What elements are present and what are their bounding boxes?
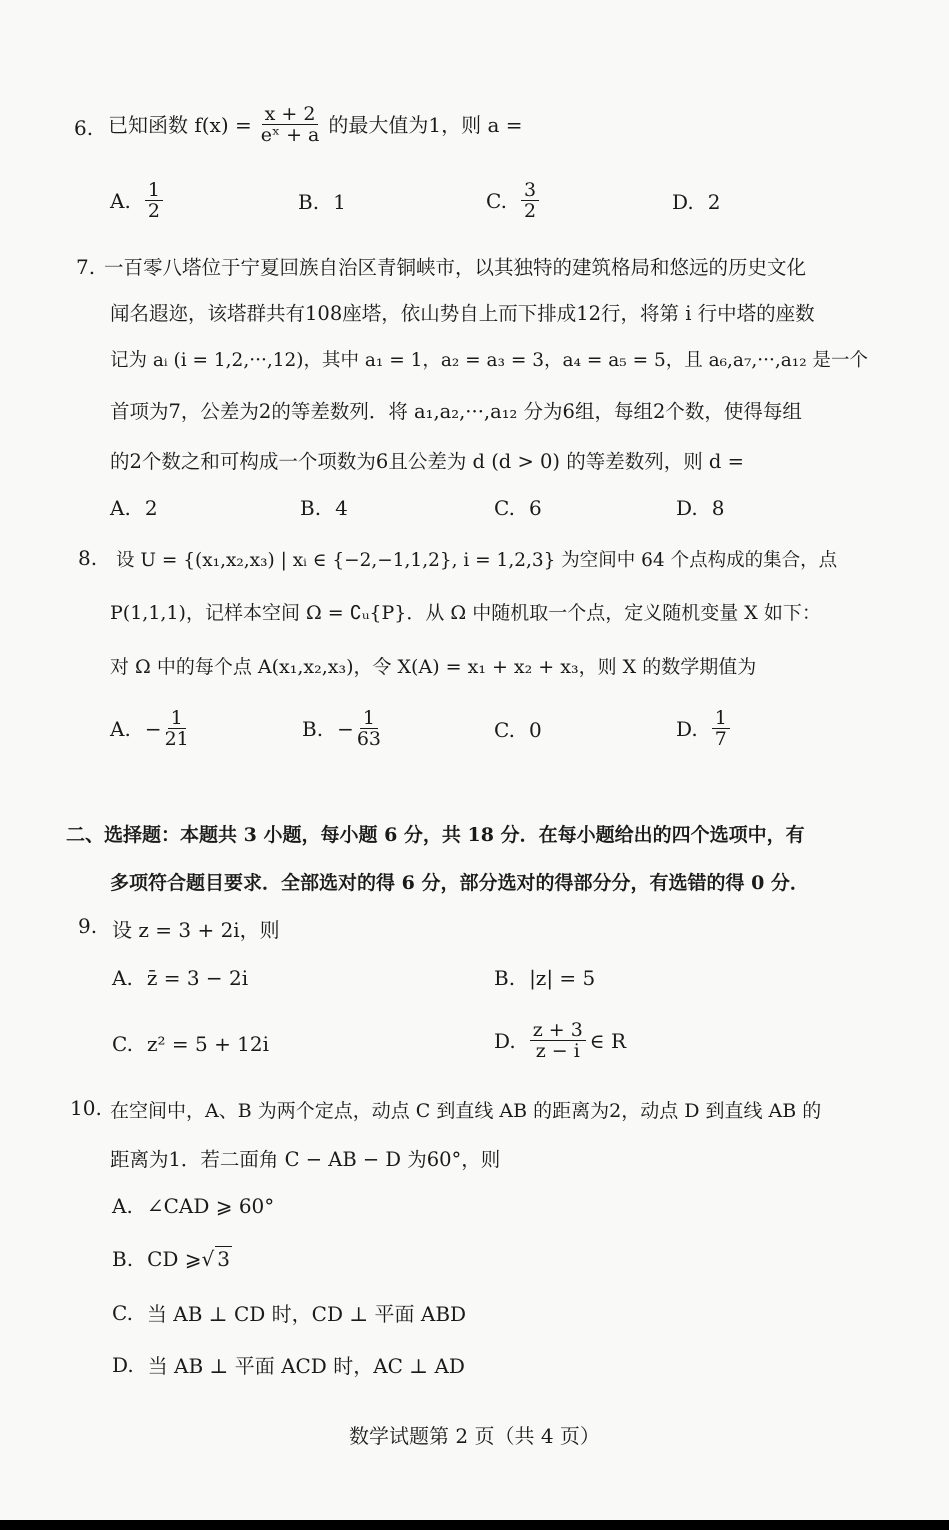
q7-line-2: 闻名遐迩，该塔群共有108座塔，依山势自上而下排成12行，将第 i 行中塔的座数 — [110, 302, 815, 325]
option-text: CD ⩾ — [147, 1246, 202, 1271]
frac-num: 1 — [168, 708, 186, 729]
option-text: 当 AB ⊥ 平面 ACD 时，AC ⊥ AD — [147, 1354, 465, 1378]
option-fraction — [521, 180, 539, 221]
option-label: A. — [112, 1194, 133, 1218]
option-label: C. — [486, 188, 507, 213]
q6-number: 6. — [74, 116, 94, 140]
section2-heading-line-1: 二、选择题：本题共 3 小题，每小题 6 分，共 18 分．在每小题给出的四个选项中，有 — [66, 824, 805, 846]
option-fraction — [712, 708, 730, 749]
q7-option-a — [110, 496, 158, 520]
q9-option-a — [112, 966, 248, 990]
frac-num: z + 3 — [530, 1020, 586, 1041]
q7-option-b — [300, 496, 348, 520]
bottom-bar — [0, 1520, 949, 1530]
page-footer: 数学试题第 2 页（共 4 页） — [349, 1424, 600, 1448]
option-label: B. — [302, 716, 324, 741]
q6-frac-den: eˣ + a — [260, 124, 320, 146]
q10-number: 10. — [70, 1096, 102, 1120]
option-label: A. — [110, 496, 131, 520]
option-post: ∈ R — [589, 1028, 627, 1053]
option-text: ∠CAD ⩾ 60° — [146, 1194, 275, 1218]
option-label: B. — [298, 190, 320, 214]
q7-option-d — [676, 496, 724, 520]
option-label: C. — [494, 496, 515, 520]
option-sign: − — [337, 716, 354, 741]
option-label: A. — [112, 966, 133, 990]
option-text: 2 — [144, 496, 158, 520]
q7-number: 7. — [76, 255, 96, 279]
option-text: 6 — [528, 496, 542, 520]
q6-stem — [108, 104, 523, 145]
option-text: 0 — [528, 718, 542, 742]
option-label: D. — [494, 1028, 516, 1053]
q8-option-c — [494, 718, 542, 742]
q7-line-1: 一百零八塔位于宁夏回族自治区青铜峡市，以其独特的建筑格局和悠远的历史文化 — [104, 256, 807, 279]
option-text: 1 — [333, 190, 346, 214]
q10-option-d — [112, 1350, 465, 1379]
q7-line-4: 首项为7，公差为2的等差数列．将 a₁,a₂,···,a₁₂ 分为6组，每组2个数，使得每组 — [110, 400, 802, 423]
frac-num: 3 — [521, 180, 539, 201]
frac-den: 2 — [147, 200, 160, 222]
q9-number: 9. — [78, 914, 98, 938]
option-label: C. — [112, 1032, 133, 1056]
option-label: D. — [676, 716, 698, 741]
option-text: z² = 5 + 12i — [146, 1032, 270, 1056]
sqrt-radicand: 3 — [217, 1247, 230, 1271]
q9-option-d — [494, 1020, 626, 1061]
q6-option-d — [672, 190, 720, 214]
q7-option-c — [494, 496, 542, 520]
q10-line-2: 距离为1．若二面角 C − AB − D 为60°，则 — [110, 1148, 501, 1171]
q8-option-b — [302, 708, 384, 749]
option-label: A. — [110, 188, 131, 213]
option-label: A. — [110, 716, 131, 741]
q8-line-2: P(1,1,1)，记样本空间 Ω = ∁ᵤ{P}．从 Ω 中随机取一个点，定义随机变量 X 如下： — [110, 602, 821, 624]
q9-option-b — [494, 966, 595, 990]
section2-heading-line-2: 多项符合题目要求．全部选对的得 6 分，部分选对的得部分分，有选错的得 0 分． — [110, 872, 809, 894]
option-label: C. — [494, 718, 515, 742]
q8-line-3: 对 Ω 中的每个点 A(x₁,x₂,x₃)，令 X(A) = x₁ + x₂ + x₃，则 X 的数学期值为 — [110, 656, 757, 678]
frac-den: 63 — [356, 728, 382, 750]
option-label: B. — [112, 1246, 134, 1271]
option-text: 8 — [711, 496, 725, 520]
q6-frac-num: x + 2 — [262, 104, 319, 125]
option-fraction — [145, 180, 163, 221]
option-label: B. — [494, 966, 516, 990]
option-fraction — [354, 708, 384, 749]
q10-option-c — [112, 1298, 466, 1327]
option-label: D. — [676, 496, 698, 520]
q8-line-1: 设 U = {(x₁,x₂,x₃) | xᵢ ∈ {−2,−1,1,2}, i = 1,2,3} 为空间中 64 个点构成的集合，点 — [116, 550, 838, 571]
option-sign: − — [144, 716, 162, 741]
frac-num: 1 — [360, 708, 378, 729]
option-text: 当 AB ⊥ CD 时，CD ⊥ 平面 ABD — [146, 1302, 467, 1326]
q8-number: 8. — [78, 546, 98, 570]
sqrt-symbol: √ — [201, 1246, 215, 1271]
q10-option-a — [112, 1194, 274, 1218]
option-text: |z| = 5 — [529, 966, 596, 990]
frac-den: 21 — [164, 728, 189, 750]
frac-num: 1 — [712, 708, 730, 729]
q6-option-c — [486, 180, 539, 221]
q6-option-b — [298, 190, 346, 214]
option-label: D. — [672, 190, 694, 214]
q7-line-3: 记为 aᵢ (i = 1,2,···,12)，其中 a₁ = 1，a₂ = a₃ = 3，a₄ = a₅ = 5，且 a₆,a₇,···,a₁₂ 是一个 — [110, 350, 869, 371]
q9-option-c — [112, 1032, 269, 1056]
option-label: D. — [112, 1352, 134, 1377]
frac-den: 2 — [523, 200, 537, 222]
option-text: 4 — [335, 496, 348, 520]
q10-line-1: 在空间中，A、B 为两个定点，动点 C 到直线 AB 的距离为2，动点 D 到直线 AB 的 — [110, 1100, 822, 1122]
frac-num: 1 — [145, 180, 163, 201]
q6-fraction — [258, 104, 323, 145]
frac-den: z − i — [535, 1040, 580, 1062]
q6-option-a — [110, 180, 163, 221]
option-label: C. — [112, 1300, 133, 1325]
q6-stem-pre: 已知函数 f(x) = — [108, 112, 252, 137]
frac-den: 7 — [714, 728, 727, 750]
q7-line-5: 的2个数之和可构成一个项数为6且公差为 d (d > 0) 的等差数列，则 d = — [110, 450, 744, 473]
option-fraction — [162, 708, 192, 749]
q8-option-a — [110, 708, 192, 749]
q8-option-d — [676, 708, 730, 749]
option-text: z̄ = 3 − 2i — [146, 966, 249, 990]
option-label: B. — [300, 496, 322, 520]
q10-option-b — [112, 1246, 232, 1271]
option-fraction — [530, 1020, 586, 1061]
q9-stem: 设 z = 3 + 2i，则 — [112, 918, 280, 942]
option-text: 2 — [707, 190, 721, 214]
q6-stem-post: 的最大值为1，则 a = — [328, 112, 523, 137]
